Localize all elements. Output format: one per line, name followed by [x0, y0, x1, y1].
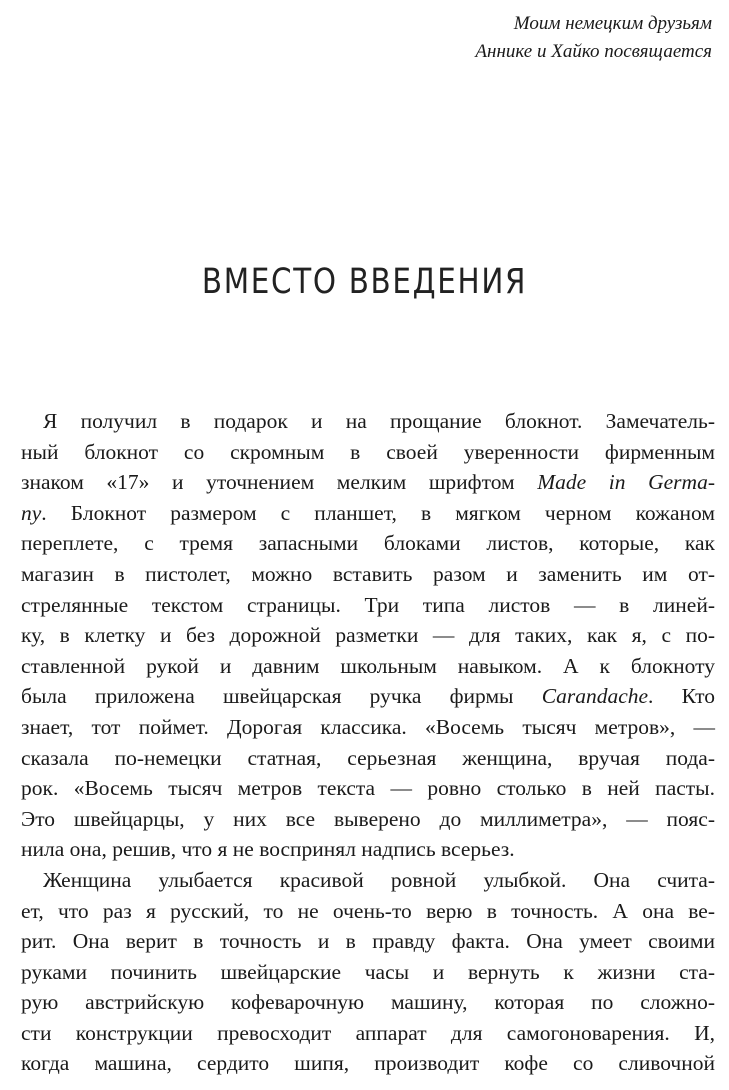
chapter-title: ВМЕСТО ВВЕДЕНИЯ — [201, 262, 528, 302]
text-line: стрелянные текстом страницы. Три типа листов — в линей- — [21, 592, 715, 617]
epigraph-line: Моим немецким друзьям — [513, 13, 712, 34]
text-line: когда машина, сердито шипя, производит кофе со сливочной — [21, 1051, 715, 1076]
text-line: Женщина улыбается красивой ровной улыбкой. Она счита- — [43, 867, 715, 892]
text-line — [21, 498, 715, 529]
text-fragment: была приложена швейцарская ручка фирмы — [21, 684, 542, 709]
text-line: знает, тот поймет. Дорогая классика. «Восемь тысяч метров», — — [21, 714, 715, 739]
text-line: сказала по-немецки статная, серьезная женщина, вручая пода- — [21, 745, 715, 770]
epigraph-line: Аннике и Хайко посвящается — [475, 41, 712, 62]
epigraph — [292, 10, 712, 66]
text-line: нила она, решив, что я не воспринял надпись всерьез. — [21, 837, 515, 862]
text-line: ку, в клетку и без дорожной разметки — для таких, как я, с по- — [21, 623, 715, 648]
text-line: рок. «Восемь тысяч метров текста — ровно столько в ней пасты. — [21, 776, 715, 801]
italic-fragment: Made in Germa- — [537, 470, 715, 495]
text-fragment: . Кто — [648, 684, 716, 709]
text-line: руками починить швейцарские часы и вернуть к жизни ста- — [21, 959, 715, 984]
italic-fragment: Carandache — [541, 684, 649, 709]
text-line: Это швейцарцы, у них все выверено до миллиметра», — пояс- — [21, 806, 715, 831]
text-line: Я получил в подарок и на прощание блокнот. Замечатель- — [43, 409, 715, 433]
text-line: переплете, с тремя запасными блоками листов, которые, как — [21, 531, 715, 556]
text-line: сти конструкции превосходит аппарат для самогоноварения. И, — [21, 1020, 715, 1045]
text-line: ет, что раз я русский, то не очень-то верю в точность. А она ве- — [21, 898, 715, 923]
text-line: рит. Она верит в точность и в правду факта. Она умеет своими — [21, 929, 715, 954]
body-text — [21, 406, 715, 1079]
text-line: ставленной рукой и давним школьным навыком. А к блокноту — [21, 653, 715, 678]
italic-fragment: ny — [21, 500, 42, 525]
text-fragment: . Блокнот размером с планшет, в мягком черном кожаном — [41, 500, 715, 525]
text-line — [21, 467, 715, 498]
text-line: рую австрийскую кофеварочную машину, которая по сложно- — [21, 990, 715, 1015]
text-fragment: знаком «17» и уточнением мелким шрифтом — [21, 470, 538, 495]
text-line: магазин в пистолет, можно вставить разом и заменить им от- — [21, 561, 715, 586]
text-line: ный блокнот со скромным в своей уверенности фирменным — [21, 439, 715, 464]
text-line — [21, 681, 715, 712]
